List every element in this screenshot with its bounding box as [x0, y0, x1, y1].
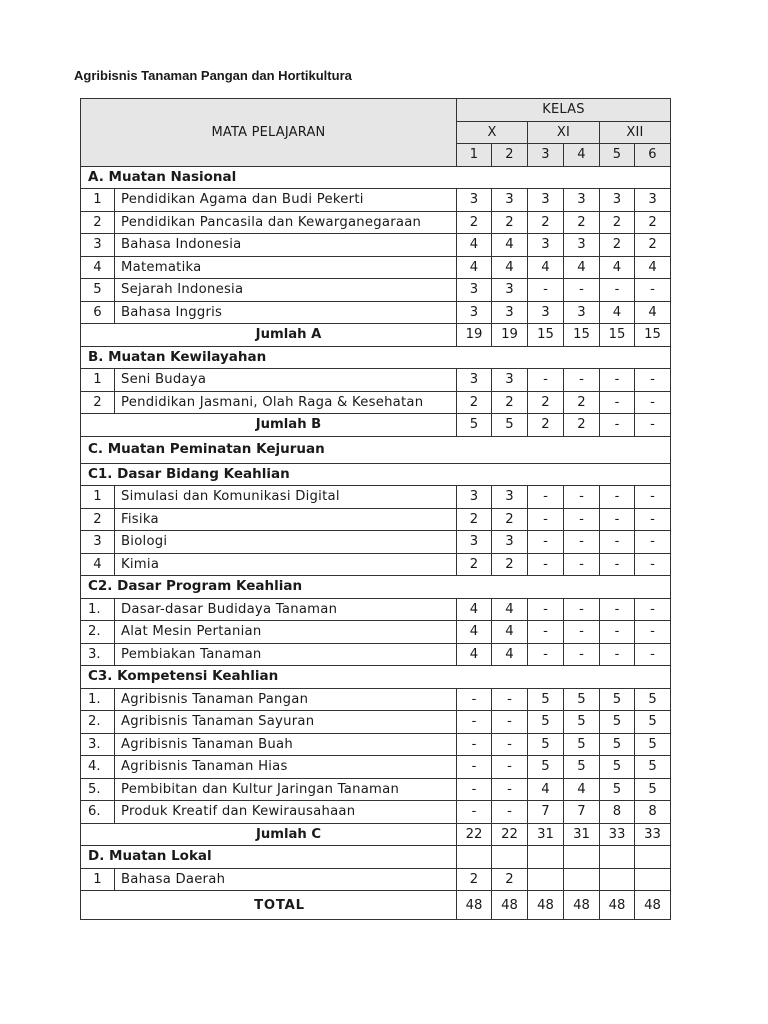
hours-value: 2	[492, 553, 528, 576]
empty-cell	[528, 846, 564, 869]
hours-value: 5	[600, 778, 635, 801]
hours-value: -	[457, 733, 492, 756]
hours-value: 4	[635, 256, 671, 279]
subject-name: Simulasi dan Komunikasi Digital	[115, 486, 457, 509]
subject-row	[81, 531, 671, 554]
row-number: 5	[81, 279, 115, 302]
header-grade-xii: XII	[600, 121, 671, 144]
hours-value: -	[635, 486, 671, 509]
hours-value: 4	[492, 256, 528, 279]
row-number: 1	[81, 486, 115, 509]
hours-value: 4	[528, 256, 564, 279]
hours-value: 2	[492, 868, 528, 891]
subject-name: Produk Kreatif dan Kewirausahaan	[115, 801, 457, 824]
subject-row	[81, 801, 671, 824]
jumlah-b	[81, 414, 671, 437]
subject-name: Matematika	[115, 256, 457, 279]
subject-row	[81, 279, 671, 302]
section-header-row	[81, 846, 671, 869]
hours-value: -	[492, 801, 528, 824]
subject-name: Alat Mesin Pertanian	[115, 621, 457, 644]
jumlah-b-value: -	[635, 414, 671, 437]
hours-value: -	[457, 688, 492, 711]
hours-value: -	[564, 369, 600, 392]
hours-value: -	[564, 598, 600, 621]
total-row-value: 48	[600, 891, 635, 920]
subject-row	[81, 189, 671, 212]
hours-value: 4	[528, 778, 564, 801]
total-row-value: 48	[528, 891, 564, 920]
hours-value: -	[528, 279, 564, 302]
jumlah-c	[81, 823, 671, 846]
jumlah-c-label: Jumlah C	[81, 823, 457, 846]
hours-value: 3	[457, 369, 492, 392]
hours-value: 2	[600, 234, 635, 257]
header-semester: 1	[457, 144, 492, 167]
subject-row	[81, 778, 671, 801]
hours-value: -	[635, 621, 671, 644]
jumlah-c-value: 31	[564, 823, 600, 846]
hours-value: 5	[600, 756, 635, 779]
subject-name: Pembiakan Tanaman	[115, 643, 457, 666]
hours-value: 5	[635, 711, 671, 734]
subject-row	[81, 868, 671, 891]
hours-value: -	[564, 508, 600, 531]
total-row-label: TOTAL	[81, 891, 457, 920]
hours-value: -	[492, 733, 528, 756]
hours-value	[635, 868, 671, 891]
jumlah-a-label: Jumlah A	[81, 324, 457, 347]
hours-value: -	[528, 369, 564, 392]
hours-value: -	[600, 508, 635, 531]
hours-value: 3	[457, 531, 492, 554]
hours-value: 2	[492, 211, 528, 234]
hours-value: 3	[635, 189, 671, 212]
hours-value: -	[600, 621, 635, 644]
hours-value: 7	[564, 801, 600, 824]
row-number: 3	[81, 234, 115, 257]
document-title: Agribisnis Tanaman Pangan dan Hortikultura	[74, 68, 352, 83]
empty-cell	[564, 846, 600, 869]
section-title: B. Muatan Kewilayahan	[81, 346, 671, 369]
hours-value: 2	[457, 211, 492, 234]
jumlah-b-value: -	[600, 414, 635, 437]
jumlah-b-label: Jumlah B	[81, 414, 457, 437]
hours-value: 5	[600, 688, 635, 711]
hours-value: 3	[457, 301, 492, 324]
hours-value: 4	[457, 256, 492, 279]
hours-value: -	[600, 486, 635, 509]
hours-value: 4	[457, 621, 492, 644]
row-number: 6.	[81, 801, 115, 824]
hours-value: -	[564, 486, 600, 509]
hours-value: -	[528, 621, 564, 644]
hours-value: -	[492, 688, 528, 711]
hours-value: 2	[600, 211, 635, 234]
hours-value: -	[600, 531, 635, 554]
section-title: D. Muatan Lokal	[81, 846, 457, 869]
hours-value: 2	[457, 868, 492, 891]
row-number: 1.	[81, 598, 115, 621]
section-title: C3. Kompetensi Keahlian	[81, 666, 671, 689]
hours-value: 5	[635, 778, 671, 801]
subject-name: Fisika	[115, 508, 457, 531]
jumlah-a-value: 15	[564, 324, 600, 347]
hours-value: 5	[564, 688, 600, 711]
hours-value: -	[528, 531, 564, 554]
subject-row	[81, 234, 671, 257]
hours-value: 2	[635, 234, 671, 257]
hours-value	[600, 868, 635, 891]
row-number: 2	[81, 391, 115, 414]
total-row-value: 48	[564, 891, 600, 920]
jumlah-b-value: 2	[528, 414, 564, 437]
header-semester: 2	[492, 144, 528, 167]
header-grade-xi: XI	[528, 121, 600, 144]
header-semester: 3	[528, 144, 564, 167]
hours-value: 2	[564, 211, 600, 234]
empty-cell	[600, 846, 635, 869]
hours-value: 5	[528, 688, 564, 711]
hours-value: -	[600, 279, 635, 302]
hours-value: 5	[600, 733, 635, 756]
hours-value: -	[457, 756, 492, 779]
row-number: 2	[81, 508, 115, 531]
hours-value: 3	[457, 189, 492, 212]
row-number: 2	[81, 211, 115, 234]
subject-name: Pendidikan Jasmani, Olah Raga & Kesehatan	[115, 391, 457, 414]
hours-value: 5	[635, 688, 671, 711]
section-header-row	[81, 166, 671, 189]
hours-value: -	[600, 369, 635, 392]
subject-row	[81, 508, 671, 531]
hours-value: -	[600, 391, 635, 414]
hours-value: -	[528, 598, 564, 621]
row-number: 1	[81, 189, 115, 212]
hours-value: 3	[492, 189, 528, 212]
row-number: 6	[81, 301, 115, 324]
subject-row	[81, 756, 671, 779]
hours-value: 5	[528, 711, 564, 734]
header-semester: 6	[635, 144, 671, 167]
header-kelas: KELAS	[457, 99, 671, 122]
hours-value: 5	[564, 711, 600, 734]
header-grade-x: X	[457, 121, 528, 144]
subject-name: Bahasa Inggris	[115, 301, 457, 324]
hours-value: 5	[600, 711, 635, 734]
jumlah-b-value: 5	[492, 414, 528, 437]
empty-cell	[492, 846, 528, 869]
hours-value: 7	[528, 801, 564, 824]
subject-name: Pembibitan dan Kultur Jaringan Tanaman	[115, 778, 457, 801]
section-header-row	[81, 346, 671, 369]
hours-value: 4	[492, 598, 528, 621]
hours-value: -	[492, 711, 528, 734]
curriculum-table	[80, 98, 671, 920]
jumlah-a-value: 15	[635, 324, 671, 347]
hours-value: 3	[492, 279, 528, 302]
hours-value: -	[528, 486, 564, 509]
empty-cell	[635, 846, 671, 869]
hours-value: 4	[564, 256, 600, 279]
jumlah-c-value: 22	[457, 823, 492, 846]
hours-value: -	[457, 801, 492, 824]
row-number: 3	[81, 531, 115, 554]
hours-value: 5	[635, 733, 671, 756]
hours-value: 4	[457, 598, 492, 621]
header-mata-pelajaran: MATA PELAJARAN	[81, 99, 457, 167]
hours-value: 4	[492, 621, 528, 644]
hours-value: -	[635, 531, 671, 554]
subject-name: Dasar-dasar Budidaya Tanaman	[115, 598, 457, 621]
subject-row	[81, 256, 671, 279]
hours-value: -	[635, 643, 671, 666]
hours-value: 2	[528, 211, 564, 234]
hours-value: 2	[635, 211, 671, 234]
section-header-row	[81, 576, 671, 599]
header-semester: 5	[600, 144, 635, 167]
hours-value: 3	[564, 189, 600, 212]
hours-value: 4	[600, 301, 635, 324]
jumlah-b-value: 2	[564, 414, 600, 437]
hours-value: 4	[457, 234, 492, 257]
jumlah-c-value: 22	[492, 823, 528, 846]
section-title: A. Muatan Nasional	[81, 166, 671, 189]
hours-value	[564, 868, 600, 891]
row-number: 4.	[81, 756, 115, 779]
hours-value: 3	[492, 531, 528, 554]
total-row-value: 48	[635, 891, 671, 920]
hours-value: -	[635, 508, 671, 531]
hours-value: 5	[528, 756, 564, 779]
hours-value: 4	[600, 256, 635, 279]
subject-row	[81, 211, 671, 234]
hours-value: 4	[457, 643, 492, 666]
subject-row	[81, 301, 671, 324]
hours-value: 3	[528, 234, 564, 257]
jumlah-b-value: 5	[457, 414, 492, 437]
header-semester: 4	[564, 144, 600, 167]
hours-value: -	[635, 391, 671, 414]
section-title: C. Muatan Peminatan Kejuruan	[81, 436, 671, 463]
subject-name: Biologi	[115, 531, 457, 554]
subject-name: Bahasa Indonesia	[115, 234, 457, 257]
section-title: C1. Dasar Bidang Keahlian	[81, 463, 671, 486]
empty-cell	[457, 846, 492, 869]
hours-value	[528, 868, 564, 891]
hours-value: -	[457, 778, 492, 801]
hours-value: -	[635, 553, 671, 576]
subject-name: Pendidikan Pancasila dan Kewarganegaraan	[115, 211, 457, 234]
hours-value: 8	[635, 801, 671, 824]
row-number: 4	[81, 256, 115, 279]
hours-value: -	[528, 553, 564, 576]
hours-value: 5	[564, 756, 600, 779]
section-title: C2. Dasar Program Keahlian	[81, 576, 671, 599]
jumlah-c-value: 33	[600, 823, 635, 846]
subject-row	[81, 369, 671, 392]
hours-value: -	[564, 621, 600, 644]
row-number: 3.	[81, 733, 115, 756]
hours-value: 2	[492, 391, 528, 414]
subject-row	[81, 643, 671, 666]
hours-value: -	[492, 778, 528, 801]
hours-value: 3	[492, 369, 528, 392]
subject-name: Kimia	[115, 553, 457, 576]
total-row-value: 48	[492, 891, 528, 920]
hours-value: 5	[635, 756, 671, 779]
hours-value: 2	[492, 508, 528, 531]
jumlah-c-value: 31	[528, 823, 564, 846]
hours-value: 3	[492, 486, 528, 509]
hours-value: -	[564, 643, 600, 666]
subject-row	[81, 391, 671, 414]
hours-value: 2	[457, 553, 492, 576]
jumlah-a-value: 15	[528, 324, 564, 347]
hours-value: -	[635, 279, 671, 302]
hours-value: -	[635, 369, 671, 392]
subject-row	[81, 486, 671, 509]
hours-value: 3	[528, 189, 564, 212]
subject-name: Seni Budaya	[115, 369, 457, 392]
hours-value: 3	[492, 301, 528, 324]
row-number: 5.	[81, 778, 115, 801]
total-row	[81, 891, 671, 920]
section-header-row	[81, 436, 671, 463]
row-number: 2.	[81, 711, 115, 734]
subject-row	[81, 711, 671, 734]
hours-value: 3	[528, 301, 564, 324]
row-number: 4	[81, 553, 115, 576]
header-row-kelas	[81, 99, 671, 122]
hours-value: -	[600, 553, 635, 576]
hours-value: -	[528, 643, 564, 666]
hours-value: 2	[457, 508, 492, 531]
subject-row	[81, 688, 671, 711]
hours-value: -	[457, 711, 492, 734]
total-row-value: 48	[457, 891, 492, 920]
jumlah-a	[81, 324, 671, 347]
hours-value: 2	[564, 391, 600, 414]
subject-row	[81, 598, 671, 621]
hours-value: 3	[564, 301, 600, 324]
row-number: 1.	[81, 688, 115, 711]
row-number: 2.	[81, 621, 115, 644]
hours-value: -	[635, 598, 671, 621]
jumlah-a-value: 15	[600, 324, 635, 347]
jumlah-a-value: 19	[457, 324, 492, 347]
hours-value: -	[564, 553, 600, 576]
hours-value: -	[492, 756, 528, 779]
hours-value: -	[564, 279, 600, 302]
subject-name: Sejarah Indonesia	[115, 279, 457, 302]
hours-value: 5	[528, 733, 564, 756]
hours-value: 4	[492, 234, 528, 257]
hours-value: 4	[635, 301, 671, 324]
hours-value: 4	[564, 778, 600, 801]
jumlah-c-value: 33	[635, 823, 671, 846]
row-number: 3.	[81, 643, 115, 666]
section-header-row	[81, 463, 671, 486]
subject-row	[81, 621, 671, 644]
hours-value: -	[564, 531, 600, 554]
row-number: 1	[81, 868, 115, 891]
subject-row	[81, 553, 671, 576]
hours-value: 3	[564, 234, 600, 257]
hours-value: -	[600, 598, 635, 621]
hours-value: -	[600, 643, 635, 666]
hours-value: 3	[457, 486, 492, 509]
subject-name: Agribisnis Tanaman Buah	[115, 733, 457, 756]
subject-name: Bahasa Daerah	[115, 868, 457, 891]
hours-value: -	[528, 508, 564, 531]
subject-row	[81, 733, 671, 756]
hours-value: 8	[600, 801, 635, 824]
hours-value: 2	[457, 391, 492, 414]
subject-name: Pendidikan Agama dan Budi Pekerti	[115, 189, 457, 212]
subject-name: Agribisnis Tanaman Pangan	[115, 688, 457, 711]
subject-name: Agribisnis Tanaman Hias	[115, 756, 457, 779]
hours-value: 4	[492, 643, 528, 666]
hours-value: 5	[564, 733, 600, 756]
hours-value: 2	[528, 391, 564, 414]
jumlah-a-value: 19	[492, 324, 528, 347]
section-header-row	[81, 666, 671, 689]
subject-name: Agribisnis Tanaman Sayuran	[115, 711, 457, 734]
hours-value: 3	[457, 279, 492, 302]
hours-value: 3	[600, 189, 635, 212]
row-number: 1	[81, 369, 115, 392]
